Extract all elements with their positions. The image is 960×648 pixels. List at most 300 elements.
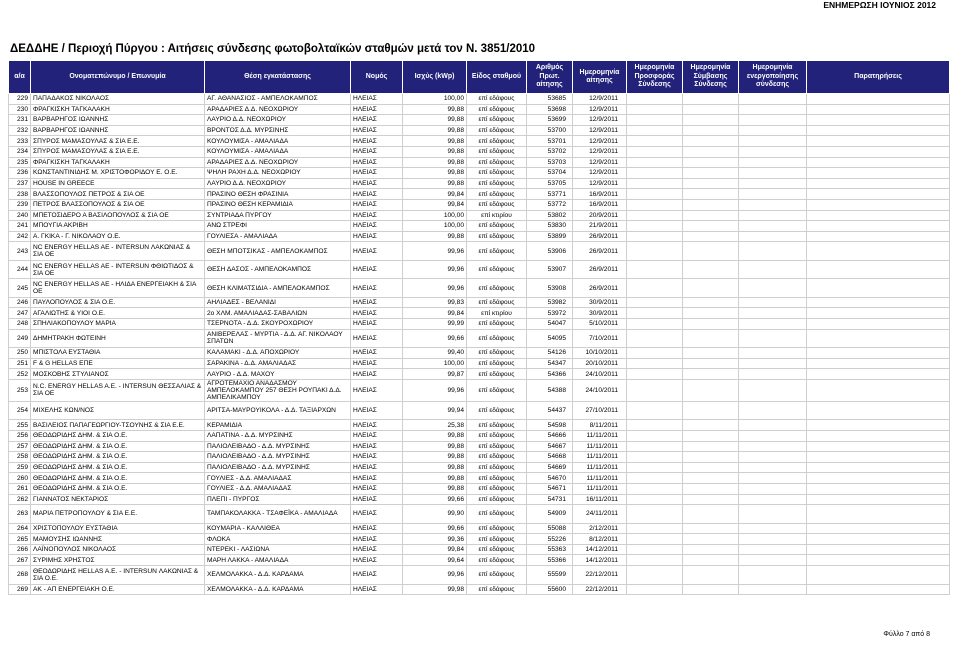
- cell-contract-date: [683, 505, 739, 524]
- cell-installation-site: ΓΟΥΛΙΕΣ - Δ.Δ. ΑΜΑΛΙΑΔΑΣ: [205, 483, 351, 494]
- cell-request-number: 54909: [527, 505, 573, 524]
- cell-request-number: 54731: [527, 494, 573, 505]
- page-title: ΔΕΔΔΗΕ / Περιοχή Πύργου : Αιτήσεις σύνδεσης φωτοβολταϊκών σταθμών μετά τον Ν. 3851/2010: [10, 43, 536, 55]
- cell-power-kwp: 99,40: [403, 348, 467, 359]
- table-row: [9, 168, 950, 179]
- update-note: ΕΝΗΜΕΡΩΣΗ ΙΟΥΝΙΟΣ 2012: [823, 0, 936, 10]
- cell-station-type: επί εδάφους: [467, 157, 527, 168]
- table-row: [9, 94, 950, 105]
- cell-activation-date: [739, 534, 807, 545]
- cell-prefecture: ΗΛΕΙΑΣ: [351, 168, 403, 179]
- cell-request-number: 53802: [527, 210, 573, 221]
- table-row: [9, 430, 950, 441]
- cell-request-date: 14/12/2011: [573, 544, 627, 555]
- cell-activation-date: [739, 125, 807, 136]
- cell-contract-date: [683, 157, 739, 168]
- cell-power-kwp: 99,88: [403, 441, 467, 452]
- table-row: [9, 584, 950, 595]
- cell-offer-date: [627, 523, 683, 534]
- table-row: [9, 279, 950, 298]
- cell-power-kwp: 99,84: [403, 544, 467, 555]
- cell-remarks: [807, 401, 950, 420]
- cell-prefecture: ΗΛΕΙΑΣ: [351, 452, 403, 463]
- cell-applicant-name: NC ENERGY HELLAS AE - INTERSUN ΦΘΙΩΤΙΔΟΣ & ΣΙΑ ΟΕ: [31, 260, 205, 279]
- cell-contract-date: [683, 94, 739, 105]
- cell-activation-date: [739, 221, 807, 232]
- cell-request-number: 53703: [527, 157, 573, 168]
- cell-installation-site: ΠΛΕΠΙ - ΠΥΡΓΟΣ: [205, 494, 351, 505]
- cell-remarks: [807, 555, 950, 566]
- cell-installation-site: ΣΑΡΑΚΙΝΑ - Δ.Δ. ΑΜΑΛΙΑΔΑΣ: [205, 358, 351, 369]
- cell-prefecture: ΗΛΕΙΑΣ: [351, 221, 403, 232]
- cell-offer-date: [627, 115, 683, 126]
- cell-request-date: 5/10/2011: [573, 319, 627, 330]
- cell-request-number: 53972: [527, 308, 573, 319]
- cell-request-number: 55088: [527, 523, 573, 534]
- cell-offer-date: [627, 260, 683, 279]
- cell-row-number: 251: [9, 358, 31, 369]
- cell-activation-date: [739, 566, 807, 585]
- cell-station-type: επί εδάφους: [467, 379, 527, 401]
- cell-station-type: επί κτιρίου: [467, 308, 527, 319]
- cell-remarks: [807, 369, 950, 380]
- cell-remarks: [807, 483, 950, 494]
- cell-request-number: 54667: [527, 441, 573, 452]
- cell-row-number: 254: [9, 401, 31, 420]
- cell-installation-site: ΚΕΡΑΜΙΔΙΑ: [205, 420, 351, 431]
- cell-activation-date: [739, 297, 807, 308]
- cell-station-type: επί εδάφους: [467, 297, 527, 308]
- table-row: [9, 157, 950, 168]
- cell-request-number: 53698: [527, 104, 573, 115]
- cell-request-date: 2/12/2011: [573, 523, 627, 534]
- table-row: [9, 462, 950, 473]
- cell-applicant-name: ΘΕΟΔΩΡΙΔΗΣ ΔΗΜ. & ΣΙΑ Ο.Ε.: [31, 462, 205, 473]
- cell-offer-date: [627, 420, 683, 431]
- cell-installation-site: ΘΕΣΗ ΜΠΟΤΣΙΚΑΣ - ΑΜΠΕΛΟΚΑΜΠΟΣ: [205, 242, 351, 261]
- cell-prefecture: ΗΛΕΙΑΣ: [351, 369, 403, 380]
- cell-prefecture: ΗΛΕΙΑΣ: [351, 441, 403, 452]
- cell-contract-date: [683, 584, 739, 595]
- cell-contract-date: [683, 178, 739, 189]
- cell-offer-date: [627, 279, 683, 298]
- cell-request-date: 8/12/2011: [573, 534, 627, 545]
- cell-row-number: 246: [9, 297, 31, 308]
- cell-row-number: 268: [9, 566, 31, 585]
- table-row: [9, 555, 950, 566]
- cell-power-kwp: 99,66: [403, 329, 467, 348]
- cell-installation-site: ΤΑΜΠΑΚΟΛΑΚΚΑ - ΤΣΑΦΕΪΚΑ - ΑΜΑΛΙΑΔΑ: [205, 505, 351, 524]
- cell-station-type: επί εδάφους: [467, 242, 527, 261]
- cell-offer-date: [627, 441, 683, 452]
- cell-remarks: [807, 441, 950, 452]
- cell-offer-date: [627, 505, 683, 524]
- cell-power-kwp: 25,38: [403, 420, 467, 431]
- cell-contract-date: [683, 483, 739, 494]
- cell-applicant-name: ΜΠΙΣΤΟΛΑ ΕΥΣΤΑΘΙΑ: [31, 348, 205, 359]
- cell-station-type: επί εδάφους: [467, 523, 527, 534]
- cell-prefecture: ΗΛΕΙΑΣ: [351, 146, 403, 157]
- cell-remarks: [807, 168, 950, 179]
- page-number: Φύλλο 7 από 8: [883, 631, 930, 638]
- cell-station-type: επί εδάφους: [467, 168, 527, 179]
- cell-row-number: 269: [9, 584, 31, 595]
- table-header-row: [9, 61, 950, 94]
- cell-remarks: [807, 319, 950, 330]
- cell-station-type: επί εδάφους: [467, 94, 527, 105]
- cell-applicant-name: ΑΚ - ΑΠ ΕΝΕΡΓΕΙΑΚΗ Ο.Ε.: [31, 584, 205, 595]
- cell-installation-site: ΘΕΣΗ ΔΑΣΟΣ - ΑΜΠΕΛΟΚΑΜΠΟΣ: [205, 260, 351, 279]
- cell-station-type: επί εδάφους: [467, 430, 527, 441]
- cell-station-type: επί εδάφους: [467, 199, 527, 210]
- cell-prefecture: ΗΛΕΙΑΣ: [351, 94, 403, 105]
- cell-row-number: 263: [9, 505, 31, 524]
- cell-activation-date: [739, 473, 807, 484]
- cell-remarks: [807, 566, 950, 585]
- cell-prefecture: ΗΛΕΙΑΣ: [351, 115, 403, 126]
- cell-installation-site: ΧΕΛΜΟΛΑΚΚΑ - Δ.Δ. ΚΑΡΔΑΜΑ: [205, 584, 351, 595]
- cell-installation-site: ΧΕΛΜΟΛΑΚΚΑ - Δ.Δ. ΚΑΡΔΑΜΑ: [205, 566, 351, 585]
- cell-applicant-name: ΒΛΑΣΣΟΠΟΥΛΟΣ ΠΕΤΡΟΣ & ΣΙΑ ΟΕ: [31, 189, 205, 200]
- cell-request-number: 54388: [527, 379, 573, 401]
- cell-request-number: 53908: [527, 279, 573, 298]
- cell-offer-date: [627, 369, 683, 380]
- cell-installation-site: ΣΥΝΤΡΙΑΔΑ ΠΥΡΓΟΥ: [205, 210, 351, 221]
- cell-contract-date: [683, 189, 739, 200]
- cell-station-type: επί εδάφους: [467, 125, 527, 136]
- cell-row-number: 229: [9, 94, 31, 105]
- cell-prefecture: ΗΛΕΙΑΣ: [351, 157, 403, 168]
- cell-station-type: επί εδάφους: [467, 231, 527, 242]
- cell-activation-date: [739, 189, 807, 200]
- cell-activation-date: [739, 210, 807, 221]
- cell-request-date: 12/9/2011: [573, 104, 627, 115]
- col-header-activation-date: Ημερομηνία ενεργοποίησης σύνδεσης: [739, 61, 807, 94]
- cell-installation-site: ΚΟΥΛΟΥΜΙΣΑ - ΑΜΑΛΙΑΔΑ: [205, 136, 351, 147]
- table-row: [9, 308, 950, 319]
- cell-offer-date: [627, 555, 683, 566]
- cell-applicant-name: ΘΕΟΔΩΡΙΔΗΣ ΔΗΜ. & ΣΙΑ Ο.Ε.: [31, 430, 205, 441]
- cell-request-number: 54669: [527, 462, 573, 473]
- cell-offer-date: [627, 566, 683, 585]
- cell-row-number: 262: [9, 494, 31, 505]
- cell-power-kwp: 99,96: [403, 260, 467, 279]
- cell-power-kwp: 99,88: [403, 136, 467, 147]
- cell-activation-date: [739, 115, 807, 126]
- cell-row-number: 237: [9, 178, 31, 189]
- cell-offer-date: [627, 452, 683, 463]
- cell-installation-site: ΑΡΙΤΣΑ-ΜΑΥΡΟΥΙΚΟΛΑ - Δ.Δ. ΤΑΞΙΑΡΧΩΝ: [205, 401, 351, 420]
- cell-remarks: [807, 308, 950, 319]
- cell-power-kwp: 99,84: [403, 189, 467, 200]
- cell-activation-date: [739, 379, 807, 401]
- col-header-contract-date: Ημερομηνία Σύμβασης Σύνδεσης: [683, 61, 739, 94]
- table-row: [9, 125, 950, 136]
- cell-power-kwp: 99,83: [403, 297, 467, 308]
- col-header-request-number: Αριθμός Πρωτ. αίτησης: [527, 61, 573, 94]
- cell-request-number: 54598: [527, 420, 573, 431]
- cell-prefecture: ΗΛΕΙΑΣ: [351, 544, 403, 555]
- cell-station-type: επί εδάφους: [467, 473, 527, 484]
- cell-station-type: επί εδάφους: [467, 358, 527, 369]
- cell-request-number: 53704: [527, 168, 573, 179]
- cell-request-number: 53906: [527, 242, 573, 261]
- cell-offer-date: [627, 329, 683, 348]
- cell-request-date: 11/11/2011: [573, 462, 627, 473]
- table-row: [9, 358, 950, 369]
- table-row: [9, 534, 950, 545]
- cell-request-number: 53982: [527, 297, 573, 308]
- cell-request-number: 53907: [527, 260, 573, 279]
- cell-remarks: [807, 534, 950, 545]
- cell-power-kwp: 99,96: [403, 379, 467, 401]
- cell-contract-date: [683, 566, 739, 585]
- cell-request-date: 21/9/2011: [573, 221, 627, 232]
- cell-activation-date: [739, 441, 807, 452]
- table-row: [9, 483, 950, 494]
- cell-applicant-name: ΜΑΡΙΑ ΠΕΤΡΟΠΟΥΛΟΥ & ΣΙΑ Ε.Ε.: [31, 505, 205, 524]
- cell-offer-date: [627, 379, 683, 401]
- cell-offer-date: [627, 319, 683, 330]
- cell-remarks: [807, 279, 950, 298]
- cell-row-number: 245: [9, 279, 31, 298]
- cell-row-number: 239: [9, 199, 31, 210]
- cell-contract-date: [683, 104, 739, 115]
- cell-applicant-name: ΓΙΑΝΝΑΤΟΣ ΝΕΚΤΑΡΙΟΣ: [31, 494, 205, 505]
- table-row: [9, 566, 950, 585]
- cell-row-number: 244: [9, 260, 31, 279]
- cell-row-number: 253: [9, 379, 31, 401]
- cell-offer-date: [627, 199, 683, 210]
- cell-contract-date: [683, 279, 739, 298]
- cell-prefecture: ΗΛΕΙΑΣ: [351, 494, 403, 505]
- cell-applicant-name: ΧΡΙΣΤΟΠΟΥΛΟΥ ΕΥΣΤΑΘΙΑ: [31, 523, 205, 534]
- cell-power-kwp: 99,96: [403, 566, 467, 585]
- cell-station-type: επί εδάφους: [467, 462, 527, 473]
- cell-row-number: 266: [9, 544, 31, 555]
- cell-applicant-name: ΔΗΜΗΤΡΑΚΗ ΦΩΤΕΙΝΗ: [31, 329, 205, 348]
- col-header-name: Ονοματεπώνυμο / Επωνυμία: [31, 61, 205, 94]
- cell-contract-date: [683, 555, 739, 566]
- cell-activation-date: [739, 420, 807, 431]
- cell-contract-date: [683, 544, 739, 555]
- cell-row-number: 242: [9, 231, 31, 242]
- cell-activation-date: [739, 401, 807, 420]
- cell-applicant-name: ΛΑΪΝΟΠΟΥΛΟΣ ΝΙΚΟΛΑΟΣ: [31, 544, 205, 555]
- cell-activation-date: [739, 136, 807, 147]
- cell-power-kwp: 99,96: [403, 242, 467, 261]
- cell-remarks: [807, 462, 950, 473]
- cell-station-type: επί εδάφους: [467, 505, 527, 524]
- cell-request-date: 14/12/2011: [573, 555, 627, 566]
- cell-installation-site: ΘΕΣΗ ΚΛΙΜΑΤΣΙΔΙΑ - ΑΜΠΕΛΟΚΑΜΠΟΣ: [205, 279, 351, 298]
- cell-request-date: 12/9/2011: [573, 136, 627, 147]
- cell-offer-date: [627, 473, 683, 484]
- cell-activation-date: [739, 279, 807, 298]
- cell-remarks: [807, 329, 950, 348]
- cell-station-type: επί εδάφους: [467, 555, 527, 566]
- cell-activation-date: [739, 348, 807, 359]
- cell-prefecture: ΗΛΕΙΑΣ: [351, 242, 403, 261]
- cell-installation-site: ΨΗΛΗ ΡΑΧΗ Δ.Δ. ΝΕΟΧΩΡΙΟΥ: [205, 168, 351, 179]
- cell-installation-site: ΒΡΟΝΤΟΣ Δ.Δ. ΜΥΡΣΙΝΗΣ: [205, 125, 351, 136]
- cell-installation-site: ΚΟΥΜΑΡΙΑ - ΚΑΛΛΙΘΕΑ: [205, 523, 351, 534]
- table-row: [9, 242, 950, 261]
- cell-request-number: 54668: [527, 452, 573, 463]
- cell-request-number: 53771: [527, 189, 573, 200]
- cell-station-type: επί εδάφους: [467, 534, 527, 545]
- table-row: [9, 221, 950, 232]
- cell-contract-date: [683, 319, 739, 330]
- table-row: [9, 210, 950, 221]
- cell-applicant-name: ΣΠΗΛΙΑΚΟΠΟΥΛΟΥ ΜΑΡΙΑ: [31, 319, 205, 330]
- cell-prefecture: ΗΛΕΙΑΣ: [351, 483, 403, 494]
- cell-applicant-name: Α. ΓΚΙΚΑ - Γ. ΝΙΚΟΛΑΟΥ Ο.Ε.: [31, 231, 205, 242]
- cell-activation-date: [739, 94, 807, 105]
- cell-installation-site: ΓΟΥΛΙΕΣ - Δ.Δ. ΑΜΑΛΙΑΔΑΣ: [205, 473, 351, 484]
- table-row: [9, 199, 950, 210]
- cell-activation-date: [739, 494, 807, 505]
- cell-request-date: 22/12/2011: [573, 584, 627, 595]
- cell-installation-site: ΛΑΥΡΙΟ - Δ.Δ. ΜΑΧΟΥ: [205, 369, 351, 380]
- cell-offer-date: [627, 189, 683, 200]
- cell-installation-site: ΠΑΛΙΟΛΕΙΒΑΔΟ - Δ.Δ. ΜΥΡΣΙΝΗΣ: [205, 462, 351, 473]
- cell-contract-date: [683, 260, 739, 279]
- cell-prefecture: ΗΛΕΙΑΣ: [351, 297, 403, 308]
- cell-station-type: επί εδάφους: [467, 348, 527, 359]
- cell-station-type: επί εδάφους: [467, 420, 527, 431]
- cell-request-date: 11/11/2011: [573, 473, 627, 484]
- table-row: [9, 115, 950, 126]
- cell-remarks: [807, 115, 950, 126]
- cell-row-number: 249: [9, 329, 31, 348]
- cell-contract-date: [683, 452, 739, 463]
- table-row: [9, 494, 950, 505]
- cell-offer-date: [627, 297, 683, 308]
- cell-request-date: 12/9/2011: [573, 125, 627, 136]
- cell-request-number: 54666: [527, 430, 573, 441]
- cell-power-kwp: 100,00: [403, 94, 467, 105]
- cell-prefecture: ΗΛΕΙΑΣ: [351, 210, 403, 221]
- cell-remarks: [807, 94, 950, 105]
- cell-contract-date: [683, 231, 739, 242]
- cell-row-number: 264: [9, 523, 31, 534]
- cell-power-kwp: 99,96: [403, 279, 467, 298]
- cell-station-type: επί εδάφους: [467, 369, 527, 380]
- cell-installation-site: ΚΟΥΛΟΥΜΙΣΑ - ΑΜΑΛΙΑΔΑ: [205, 146, 351, 157]
- cell-power-kwp: 99,84: [403, 308, 467, 319]
- cell-contract-date: [683, 462, 739, 473]
- cell-request-number: 54437: [527, 401, 573, 420]
- table-row: [9, 136, 950, 147]
- cell-row-number: 260: [9, 473, 31, 484]
- cell-station-type: επί εδάφους: [467, 401, 527, 420]
- cell-power-kwp: 99,88: [403, 231, 467, 242]
- cell-request-number: 53830: [527, 221, 573, 232]
- cell-request-number: 55226: [527, 534, 573, 545]
- cell-row-number: 252: [9, 369, 31, 380]
- cell-installation-site: 2ο ΧΛΜ. ΑΜΑΛΙΑΔΑΣ-ΣΑΒΑΛΙΩΝ: [205, 308, 351, 319]
- cell-power-kwp: 99,90: [403, 505, 467, 524]
- cell-offer-date: [627, 157, 683, 168]
- cell-remarks: [807, 358, 950, 369]
- cell-remarks: [807, 210, 950, 221]
- cell-applicant-name: NC ENERGY HELLAS AE - ΗΛΙΔΑ ΕΝΕΡΓΕΙΑΚΗ & ΣΙΑ ΟΕ: [31, 279, 205, 298]
- table-row: [9, 178, 950, 189]
- cell-prefecture: ΗΛΕΙΑΣ: [351, 555, 403, 566]
- cell-activation-date: [739, 168, 807, 179]
- table-row: [9, 231, 950, 242]
- cell-power-kwp: 99,98: [403, 584, 467, 595]
- cell-request-date: 7/10/2011: [573, 329, 627, 348]
- cell-activation-date: [739, 358, 807, 369]
- table-row: [9, 319, 950, 330]
- cell-power-kwp: 99,88: [403, 157, 467, 168]
- cell-contract-date: [683, 136, 739, 147]
- cell-request-date: 11/11/2011: [573, 452, 627, 463]
- cell-contract-date: [683, 358, 739, 369]
- cell-station-type: επί εδάφους: [467, 189, 527, 200]
- cell-contract-date: [683, 199, 739, 210]
- col-header-remarks: Παρατηρήσεις: [807, 61, 950, 94]
- cell-installation-site: ΛΑΥΡΙΟ Δ.Δ. ΝΕΟΧΩΡΙΟΥ: [205, 115, 351, 126]
- table-row: [9, 544, 950, 555]
- cell-installation-site: ΛΑΥΡΙΟ Δ.Δ. ΝΕΟΧΩΡΙΟΥ: [205, 178, 351, 189]
- cell-applicant-name: ΒΑΡΒΑΡΗΓΟΣ ΙΩΑΝΝΗΣ: [31, 115, 205, 126]
- cell-request-number: 55366: [527, 555, 573, 566]
- cell-activation-date: [739, 505, 807, 524]
- cell-request-date: 26/9/2011: [573, 231, 627, 242]
- cell-offer-date: [627, 584, 683, 595]
- cell-station-type: επί εδάφους: [467, 319, 527, 330]
- cell-power-kwp: 99,84: [403, 199, 467, 210]
- cell-remarks: [807, 104, 950, 115]
- cell-activation-date: [739, 104, 807, 115]
- cell-station-type: επί εδάφους: [467, 566, 527, 585]
- cell-request-date: 12/9/2011: [573, 168, 627, 179]
- table-row: [9, 452, 950, 463]
- cell-request-date: 20/9/2011: [573, 210, 627, 221]
- cell-power-kwp: 99,88: [403, 430, 467, 441]
- cell-prefecture: ΗΛΕΙΑΣ: [351, 104, 403, 115]
- cell-contract-date: [683, 146, 739, 157]
- cell-offer-date: [627, 462, 683, 473]
- cell-contract-date: [683, 441, 739, 452]
- cell-applicant-name: ΜΑΜΟΥΣΗΣ ΙΩΑΝΝΗΣ: [31, 534, 205, 545]
- cell-applicant-name: ΜΙΧΕΛΗΣ ΚΩΝ/ΝΟΣ: [31, 401, 205, 420]
- cell-contract-date: [683, 430, 739, 441]
- cell-prefecture: ΗΛΕΙΑΣ: [351, 308, 403, 319]
- cell-applicant-name: ΒΑΣΙΛΕΙΟΣ ΠΑΠΑΓΕΩΡΓΙΟΥ-ΤΣΟΥΝΗΣ & ΣΙΑ Ε.Ε.: [31, 420, 205, 431]
- cell-request-date: 16/9/2011: [573, 199, 627, 210]
- cell-offer-date: [627, 231, 683, 242]
- table-body: [9, 94, 950, 595]
- cell-contract-date: [683, 242, 739, 261]
- cell-activation-date: [739, 231, 807, 242]
- cell-prefecture: ΗΛΕΙΑΣ: [351, 430, 403, 441]
- cell-remarks: [807, 494, 950, 505]
- cell-station-type: επί εδάφους: [467, 544, 527, 555]
- cell-activation-date: [739, 242, 807, 261]
- cell-prefecture: ΗΛΕΙΑΣ: [351, 420, 403, 431]
- cell-contract-date: [683, 115, 739, 126]
- cell-request-date: 8/11/2011: [573, 420, 627, 431]
- table-row: [9, 523, 950, 534]
- cell-applicant-name: ΘΕΟΔΩΡΙΔΗΣ ΔΗΜ. & ΣΙΑ Ο.Ε.: [31, 473, 205, 484]
- cell-offer-date: [627, 401, 683, 420]
- cell-contract-date: [683, 329, 739, 348]
- cell-request-date: 24/10/2011: [573, 379, 627, 401]
